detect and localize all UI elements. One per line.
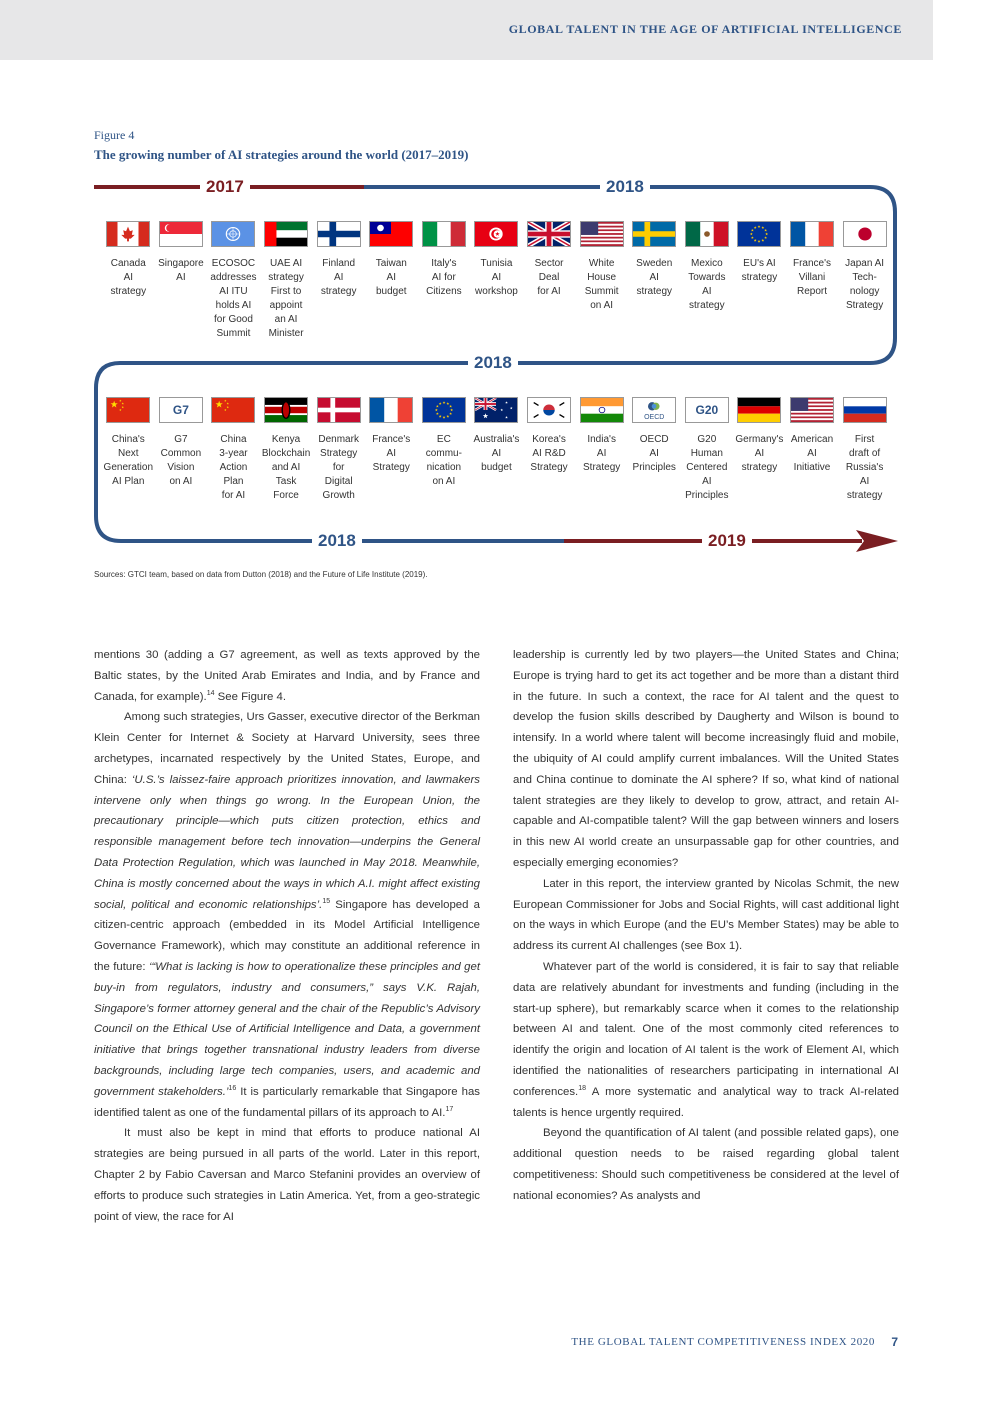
flag-text: G7 bbox=[172, 403, 189, 417]
usa-flag-icon bbox=[790, 397, 834, 423]
timeline-item bbox=[838, 397, 891, 503]
sweden-flag-icon bbox=[632, 221, 676, 247]
timeline-caption: Kenya Blockchain and AI Task Force bbox=[261, 434, 311, 501]
timeline-item bbox=[260, 221, 313, 341]
india-flag-icon bbox=[580, 397, 624, 423]
tunisia-flag-icon bbox=[474, 221, 518, 247]
timeline-caption: ECOSOC addresses AI ITU holds AI for Good Summit bbox=[210, 258, 257, 339]
singapore-flag-icon bbox=[159, 221, 203, 247]
footer-text: THE GLOBAL TALENT COMPETITIVENESS INDEX 2020 bbox=[571, 1336, 875, 1348]
strategy-timeline bbox=[0, 170, 992, 560]
canada-flag-icon bbox=[106, 221, 150, 247]
un-flag-icon bbox=[211, 221, 255, 247]
timeline-arrow-icon bbox=[856, 530, 898, 552]
timeline-item bbox=[312, 397, 365, 503]
timeline-item bbox=[260, 397, 313, 503]
timeline-row-2017-2018 bbox=[102, 221, 892, 341]
page-number: 7 bbox=[891, 1335, 898, 1349]
timeline-item bbox=[523, 397, 576, 503]
body-column-left bbox=[94, 645, 480, 1227]
timeline-item bbox=[102, 221, 155, 341]
body-column-right bbox=[513, 645, 899, 1207]
timeline-item bbox=[207, 397, 260, 503]
germany-flag-icon bbox=[737, 397, 781, 423]
russia-flag-icon bbox=[843, 397, 887, 423]
uk-flag-icon bbox=[527, 221, 571, 247]
timeline-caption: Tunisia AI workshop bbox=[475, 258, 518, 297]
timeline-item bbox=[365, 397, 418, 503]
figure-sources: Sources: GTCI team, based on data from Dutton (2018) and the Future of Life Institute (2019). bbox=[94, 570, 428, 579]
timeline-caption: Australia's AI budget bbox=[473, 434, 520, 473]
timeline-caption: Denmark Strategy for Digital Growth bbox=[318, 434, 359, 501]
timeline-item bbox=[575, 221, 628, 341]
timeline-item bbox=[733, 221, 786, 341]
body-paragraph: Later in this report, the interview granted by Nicolas Schmit, the new European Commissioner for Jobs and Social Rights, will cast additional light on the ways in which Europe (and the EU’s Member States) may be able to address its current AI challenges (see Box 1). bbox=[513, 877, 899, 953]
g20-flag-icon bbox=[685, 397, 729, 423]
timeline-item bbox=[681, 221, 734, 341]
france-flag-icon bbox=[369, 397, 413, 423]
figure-label: Figure 4 bbox=[94, 128, 135, 142]
timeline-item bbox=[786, 221, 839, 341]
running-header: GLOBAL TALENT IN THE AGE OF ARTIFICIAL INTELLIGENCE bbox=[508, 22, 902, 36]
timeline-caption: Canada AI strategy bbox=[110, 258, 147, 297]
timeline-item bbox=[628, 397, 681, 503]
japan-flag-icon bbox=[843, 221, 887, 247]
flag-text: OECD bbox=[644, 414, 665, 421]
timeline-caption: G7 Common Vision on AI bbox=[160, 434, 202, 487]
timeline-item bbox=[681, 397, 734, 503]
timeline-row-2018-2019 bbox=[102, 397, 892, 503]
timeline-item bbox=[470, 397, 523, 503]
france-flag-icon bbox=[790, 221, 834, 247]
timeline-item bbox=[102, 397, 155, 503]
timeline-item bbox=[523, 221, 576, 341]
year-2018-label-top: 2018 bbox=[600, 177, 650, 197]
timeline-caption: Taiwan AI budget bbox=[375, 258, 407, 297]
timeline-caption: China's Next Generation AI Plan bbox=[103, 434, 154, 487]
timeline-caption: Sweden AI strategy bbox=[636, 258, 673, 297]
timeline-caption: Germany's AI strategy bbox=[735, 434, 784, 473]
timeline-caption: First draft of Russia's AI strategy bbox=[845, 434, 884, 501]
body-paragraph: Among such strategies, Urs Gasser, executive director of the Berkman Klein Center for Internet & Society at Harvard University, sees three archetypes, incarnated respectively by the United States, Europe, and China: ‘U.S.’s laissez-faire approach prioritizes innovation, and lawmakers intervene only when things go wrong. In the European Union, the precautionary principle—which puts citizen protection, ethics and responsible management before tech innovation—underpins the General Data Protection Regulation, which was launched in May 2018. Meanwhile, China is mostly concerned about the ways in which A.I. might affect existing social, political and economic relationships’.$^{15}$ Singapore has developed a citizen-centric approach (embedded in its Model Artificial Intelligence Governance Framework), which may constitute an additional reference in the future: ‘“What is lacking is how to operationalize these principles and get buy-in from regulators, industry and consumers,” says V.K. Rajah, Singapore’s former attorney general and the chair of the Republic’s Advisory Council on the Ethical Use of Artificial Intelligence and Data, a government initiative that brings together transnational industry leaders from diverse backgrounds, including large tech companies, users, and academic and government stakeholders.’$^{16}$ It is particularly remarkable that Singapore has identified talent as one of the fundamental pillars of its approach to AI.$^{17}$ bbox=[94, 711, 480, 1119]
timeline-caption: France's Villani Report bbox=[792, 258, 832, 297]
timeline-item bbox=[575, 397, 628, 503]
timeline-caption: Japan AI Tech- nology Strategy bbox=[845, 258, 885, 311]
australia-flag-icon bbox=[474, 397, 518, 423]
timeline-item bbox=[470, 221, 523, 341]
year-2018-label-bottom: 2018 bbox=[312, 531, 362, 551]
italy-flag-icon bbox=[422, 221, 466, 247]
g7-flag-icon bbox=[159, 397, 203, 423]
year-2019-label: 2019 bbox=[702, 531, 752, 551]
timeline-item bbox=[786, 397, 839, 503]
timeline-item bbox=[628, 221, 681, 341]
usa-flag-icon bbox=[580, 221, 624, 247]
timeline-item bbox=[207, 221, 260, 341]
timeline-item bbox=[365, 221, 418, 341]
timeline-item bbox=[418, 221, 471, 341]
finland-flag-icon bbox=[317, 221, 361, 247]
timeline-caption: Singapore AI bbox=[158, 258, 204, 283]
timeline-caption: Italy's AI for Citizens bbox=[426, 258, 462, 297]
kenya-flag-icon bbox=[264, 397, 308, 423]
body-paragraph: mentions 30 (adding a G7 agreement, as well as texts approved by the Baltic states, by the United Arab Emirates and India, and by France and Canada, for example).$^{14}$ See Figure 4. bbox=[94, 649, 480, 703]
china-flag-icon bbox=[106, 397, 150, 423]
korea-flag-icon bbox=[527, 397, 571, 423]
timeline-caption: G20 Human Centered AI Principles bbox=[685, 434, 729, 501]
timeline-caption: UAE AI strategy First to appoint an AI Minister bbox=[268, 258, 304, 339]
mexico-flag-icon bbox=[685, 221, 729, 247]
year-2017-label: 2017 bbox=[200, 177, 250, 197]
timeline-caption: EC commu- nication on AI bbox=[425, 434, 462, 487]
timeline-item bbox=[155, 221, 208, 341]
timeline-caption: Korea's AI R&D Strategy bbox=[530, 434, 568, 473]
body-paragraph: Whatever part of the world is considered, it is fair to say that reliable data are relatively abundant for investments and funding (including in the start-up sphere), but remarkably scarce when it comes to the relationship between AI and talent. One of the most commonly cited references to identify the origin and location of AI talent is the work of Element AI, which identified the nationalities of researchers participating in international AI conferences.$^{18}$ A more systematic and analytical way to track AI-related talents is hence urgently required. bbox=[513, 960, 899, 1119]
timeline-item bbox=[418, 397, 471, 503]
timeline-caption: China 3-year Action Plan for AI bbox=[219, 434, 248, 501]
figure-title: The growing number of AI strategies around the world (2017–2019) bbox=[94, 147, 469, 162]
timeline-caption: Sector Deal for AI bbox=[534, 258, 564, 297]
body-paragraph: Beyond the quantification of AI talent (and possible related gaps), one additional question needs to be raised regarding global talent competitiveness: Should such competitiveness be considered at the level of national economies? As analysts and bbox=[513, 1127, 899, 1202]
china-flag-icon bbox=[211, 397, 255, 423]
eu-flag-icon bbox=[737, 221, 781, 247]
timeline-caption: EU's AI strategy bbox=[741, 258, 778, 283]
uae-flag-icon bbox=[264, 221, 308, 247]
timeline-caption: France's AI Strategy bbox=[372, 434, 411, 473]
timeline-caption: OECD AI Principles bbox=[632, 434, 676, 473]
timeline-caption: India's AI Strategy bbox=[583, 434, 621, 473]
timeline-caption: American AI Initiative bbox=[790, 434, 834, 473]
flag-text: G20 bbox=[695, 403, 719, 417]
timeline-item bbox=[312, 221, 365, 341]
eu-flag-icon bbox=[422, 397, 466, 423]
timeline-caption: White House Summit on AI bbox=[584, 258, 619, 311]
body-paragraph: leadership is currently led by two players—the United States and China; Europe is trying hard to get its act together and be more than a distant third in the future. In such a context, the race for AI talent and the quest to develop the fusion skills described by Daugherty and Wilson is bound to intensify. In a world where talent will become increasingly fluid and mobile, the ubiquity of AI could amplify current imbalances. Will the United States and China continue to dominate the AI sphere? If so, what kind of national talent strategies are they likely to develop to grow, attract, and retain AI-capable and AI-compatible talent? Will the gap between winners and losers in this new AI world create an unsurpassable gap for other countries, and especially emerging economies? bbox=[513, 649, 899, 869]
taiwan-flag-icon bbox=[369, 221, 413, 247]
timeline-item bbox=[838, 221, 891, 341]
oecd-flag-icon bbox=[632, 397, 676, 423]
timeline-caption: Finland AI strategy bbox=[320, 258, 357, 297]
body-paragraph: It must also be kept in mind that efforts to produce national AI strategies are being pursued in all parts of the world. Later in this report, Chapter 2 by Fabio Caversan and Marco Stefanini provides an overview of efforts to produce such strategies in Latin America. Yet, from a geo-strategic point of view, the race for AI bbox=[94, 1127, 480, 1223]
timeline-caption: Mexico Towards AI strategy bbox=[688, 258, 726, 311]
year-2018-label-middle: 2018 bbox=[468, 353, 518, 373]
timeline-item bbox=[733, 397, 786, 503]
denmark-flag-icon bbox=[317, 397, 361, 423]
footer-title bbox=[571, 1336, 897, 1348]
timeline-item bbox=[155, 397, 208, 503]
